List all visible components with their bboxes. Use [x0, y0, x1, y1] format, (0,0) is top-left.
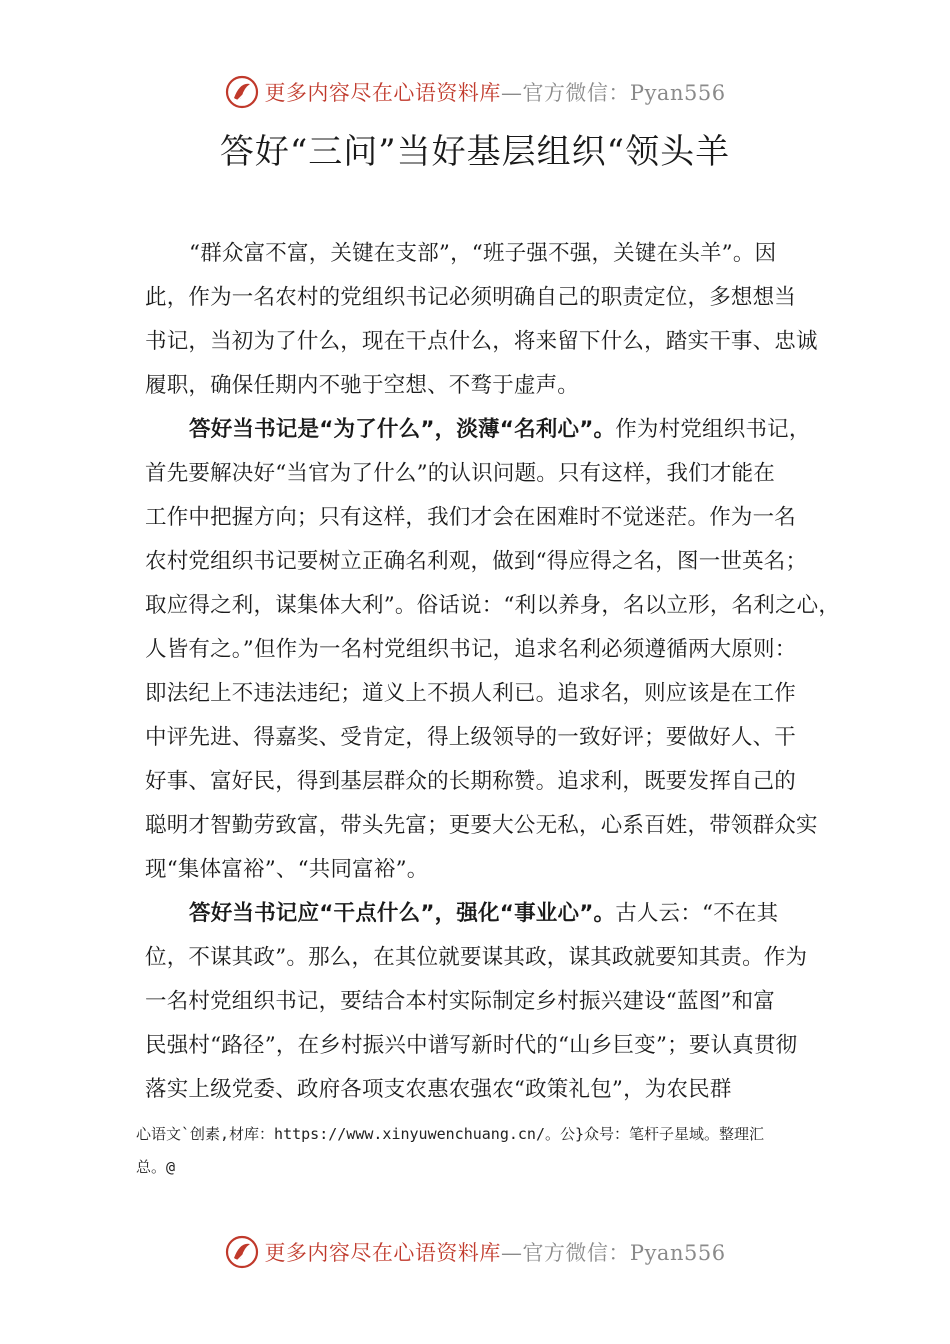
- banner-gray-text: —官方微信：Pyan556: [500, 1241, 726, 1265]
- line-text: 落实上级党委、政府各项支农惠农强农“政策礼包”，为农民群: [145, 1077, 732, 1102]
- footer-note-line-1: 心语文`创素,材库：https://www.xinyuwenchuang.cn/。公}众号：笔杆子星域。整理汇: [136, 1125, 765, 1143]
- line-text: “群众富不富，关键在支部”，“班子强不强，关键在头羊”。因: [189, 241, 777, 266]
- banner-text: [264, 1237, 725, 1267]
- line-text: 首先要解决好“当官为了什么”的认识问题。只有这样，我们才能在: [145, 461, 775, 486]
- logo-icon: [224, 74, 260, 110]
- line-text: 位，不谋其政”。那么，在其位就要谋其政，谋其政就要知其责。作为: [145, 945, 808, 970]
- text-line: [145, 980, 813, 1024]
- footer-banner: [0, 1232, 950, 1272]
- line-text: 中评先进、得嘉奖、受肯定，得上级领导的一致好评；要做好人、干: [145, 725, 797, 750]
- line-text: 聪明才智勤劳致富，带头先富；更要大公无私，心系百姓，带领群众实: [145, 813, 818, 838]
- header-banner: [0, 72, 950, 112]
- banner-gray-text: —官方微信：Pyan556: [500, 81, 726, 105]
- text-line: [145, 1068, 813, 1112]
- line-text: 取应得之利，谋集体大利”。俗话说：“利以养身，名以立形，名利之心，: [145, 593, 841, 618]
- logo-icon: [224, 1234, 260, 1270]
- text-line: [145, 364, 813, 408]
- line-text: 人皆有之。”但作为一名村党组织书记，追求名利必须遵循两大原则：: [145, 637, 797, 662]
- section-heading: 答好当书记应“干点什么”，强化“事业心”。: [189, 901, 616, 926]
- line-text: 古人云：“不在其: [615, 901, 779, 926]
- text-line: [145, 760, 813, 804]
- footer-note-line-2: 总。@: [136, 1158, 176, 1176]
- line-text: 好事、富好民，得到基层群众的长期称赞。追求利，既要发挥自己的: [145, 769, 797, 794]
- line-text: 工作中把握方向；只有这样，我们才会在困难时不觉迷茫。作为一名: [145, 505, 797, 530]
- document-body: [145, 232, 841, 1112]
- text-line: [145, 320, 818, 364]
- line-text: 履职，确保任期内不驰于空想、不骛于虚声。: [145, 373, 580, 398]
- text-line: [145, 276, 813, 320]
- text-line: [145, 540, 813, 584]
- text-line: [145, 452, 813, 496]
- banner-text: [264, 77, 725, 107]
- line-text: 作为村党组织书记，: [615, 417, 811, 442]
- line-text: 书记，当初为了什么，现在干点什么，将来留下什么，踏实干事、忠诚: [145, 329, 818, 354]
- text-line: [145, 584, 841, 628]
- banner-red-text: 更多内容尽在心语资料库: [264, 1241, 501, 1265]
- text-line: [145, 672, 813, 716]
- section-heading: 答好当书记是“为了什么”，淡薄“名利心”。: [189, 417, 616, 442]
- line-text: 即法纪上不违法违纪；道义上不损人利已。追求名，则应该是在工作: [145, 681, 797, 706]
- banner-red-text: 更多内容尽在心语资料库: [264, 81, 501, 105]
- text-line: [145, 408, 813, 452]
- text-line: [145, 804, 818, 848]
- text-line: [145, 628, 813, 672]
- text-line: [145, 936, 813, 980]
- text-line: [145, 892, 813, 936]
- line-text: 农村党组织书记要树立正确名利观，做到“得应得之名，图一世英名；: [145, 549, 808, 574]
- text-line: [145, 1024, 813, 1068]
- footer-note: [136, 1118, 826, 1184]
- text-line: [145, 496, 813, 540]
- document-title: 答好“三问”当好基层组织“领头羊: [219, 132, 731, 172]
- line-text: 现“集体富裕”、“共同富裕”。: [145, 857, 429, 882]
- text-line: [145, 232, 813, 276]
- text-line: [145, 716, 813, 760]
- text-line: [145, 848, 813, 892]
- line-text: 一名村党组织书记，要结合本村实际制定乡村振兴建设“蓝图”和富: [145, 989, 775, 1014]
- line-text: 民强村“路径”，在乡村振兴中谱写新时代的“山乡巨变”；要认真贯彻: [145, 1033, 798, 1058]
- line-text: 此，作为一名农村的党组织书记必须明确自己的职责定位，多想想当: [145, 285, 797, 310]
